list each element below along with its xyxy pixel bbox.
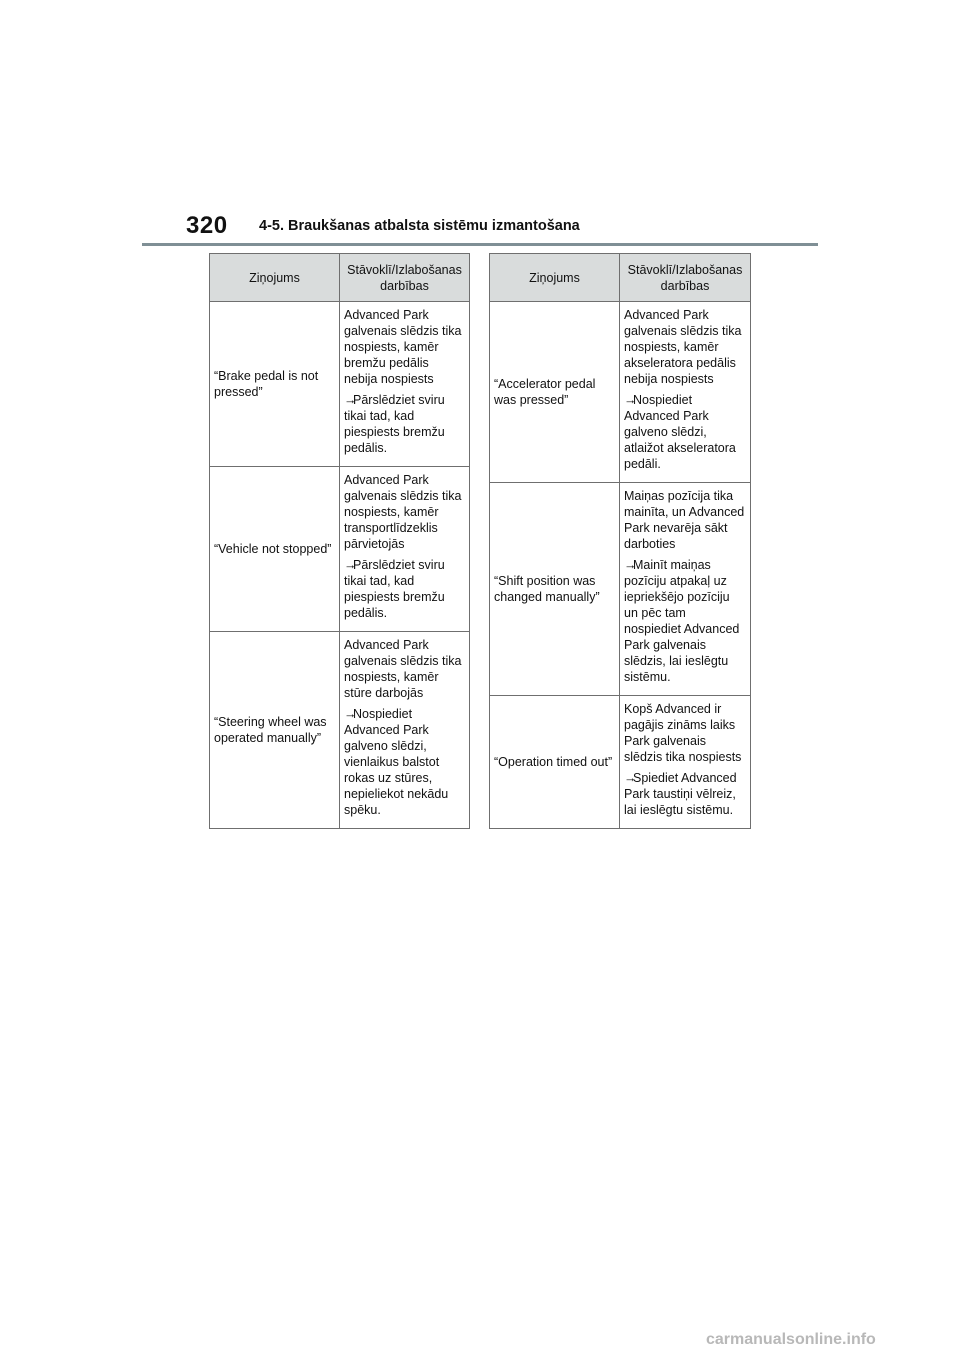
messages-table-right [489, 253, 751, 829]
table-header-row [490, 254, 751, 302]
table-row [490, 483, 751, 696]
action-instruction [344, 392, 465, 456]
column-header-action: Stāvoklī/Izlabošanas darbības [340, 254, 470, 302]
arrow-right-icon: → [624, 771, 637, 785]
table-header-row [210, 254, 470, 302]
condition-text: Advanced Park galvenais slēdzis tika nospiests, kamēr stūre darbojās [344, 638, 462, 700]
condition-text: Advanced Park galvenais slēdzis tika nospiests, kamēr transportlīdzeklis pārvietojās [344, 473, 462, 551]
message-cell: “Operation timed out” [490, 696, 620, 829]
column-header-message: Ziņojums [490, 254, 620, 302]
action-text: Nospiediet Advanced Park galveno slēdzi, atlaižot akseleratora pedāli. [624, 393, 736, 471]
arrow-right-icon: → [344, 558, 357, 572]
page-number: 320 [186, 212, 228, 239]
section-title: 4-5. Braukšanas atbalsta sistēmu izmantošana [259, 218, 580, 234]
action-instruction [344, 706, 465, 818]
message-cell: “Shift position was changed manually” [490, 483, 620, 696]
message-cell: “Vehicle not stopped” [210, 467, 340, 632]
table-row [210, 467, 470, 632]
action-cell [620, 302, 751, 483]
action-text: Pārslēdziet sviru tikai tad, kad piespiests bremžu pedālis. [344, 558, 445, 620]
action-cell [620, 483, 751, 696]
action-instruction [344, 557, 465, 621]
arrow-right-icon: → [624, 393, 637, 407]
arrow-right-icon: → [344, 707, 357, 721]
messages-table-left [209, 253, 470, 829]
action-cell [340, 467, 470, 632]
message-cell: “Accelerator pedal was pressed” [490, 302, 620, 483]
action-instruction [624, 392, 746, 472]
action-text: Spiediet Advanced Park taustiņi vēlreiz, lai ieslēgtu sistēmu. [624, 771, 737, 817]
action-instruction [624, 770, 746, 818]
message-cell: “Brake pedal is not pressed” [210, 302, 340, 467]
arrow-right-icon: → [624, 558, 637, 572]
table-row [490, 696, 751, 829]
action-cell [340, 632, 470, 829]
action-cell [340, 302, 470, 467]
action-text: Mainīt maiņas pozīciju atpakaļ uz iepriekšējo pozīciju un pēc tam nospiediet Advanced Park galvenais slēdzis, lai ieslēgtu sistēmu. [624, 558, 740, 684]
column-header-action: Stāvoklī/Izlabošanas darbības [620, 254, 751, 302]
header-divider [142, 243, 818, 246]
action-instruction [624, 557, 746, 685]
action-cell [620, 696, 751, 829]
table-row [490, 302, 751, 483]
message-cell: “Steering wheel was operated manually” [210, 632, 340, 829]
condition-text: Advanced Park galvenais slēdzis tika nospiests, kamēr akseleratora pedālis nebija nospiests [624, 308, 742, 386]
action-text: Nospiediet Advanced Park galveno slēdzi, vienlaikus balstot rokas uz stūres, nepieliekot nekādu spēku. [344, 707, 449, 817]
watermark: carmanualsonline.info [706, 1331, 876, 1348]
action-text: Pārslēdziet sviru tikai tad, kad piespiests bremžu pedālis. [344, 393, 445, 455]
condition-text: Kopš Advanced ir pagājis zināms laiks Park galvenais slēdzis tika nospiests [624, 702, 742, 764]
table-row [210, 632, 470, 829]
column-header-message: Ziņojums [210, 254, 340, 302]
arrow-right-icon: → [344, 393, 357, 407]
table-row [210, 302, 470, 467]
condition-text: Maiņas pozīcija tika mainīta, un Advanced Park nevarēja sākt darboties [624, 489, 745, 551]
condition-text: Advanced Park galvenais slēdzis tika nospiests, kamēr bremžu pedālis nebija nospiests [344, 308, 462, 386]
